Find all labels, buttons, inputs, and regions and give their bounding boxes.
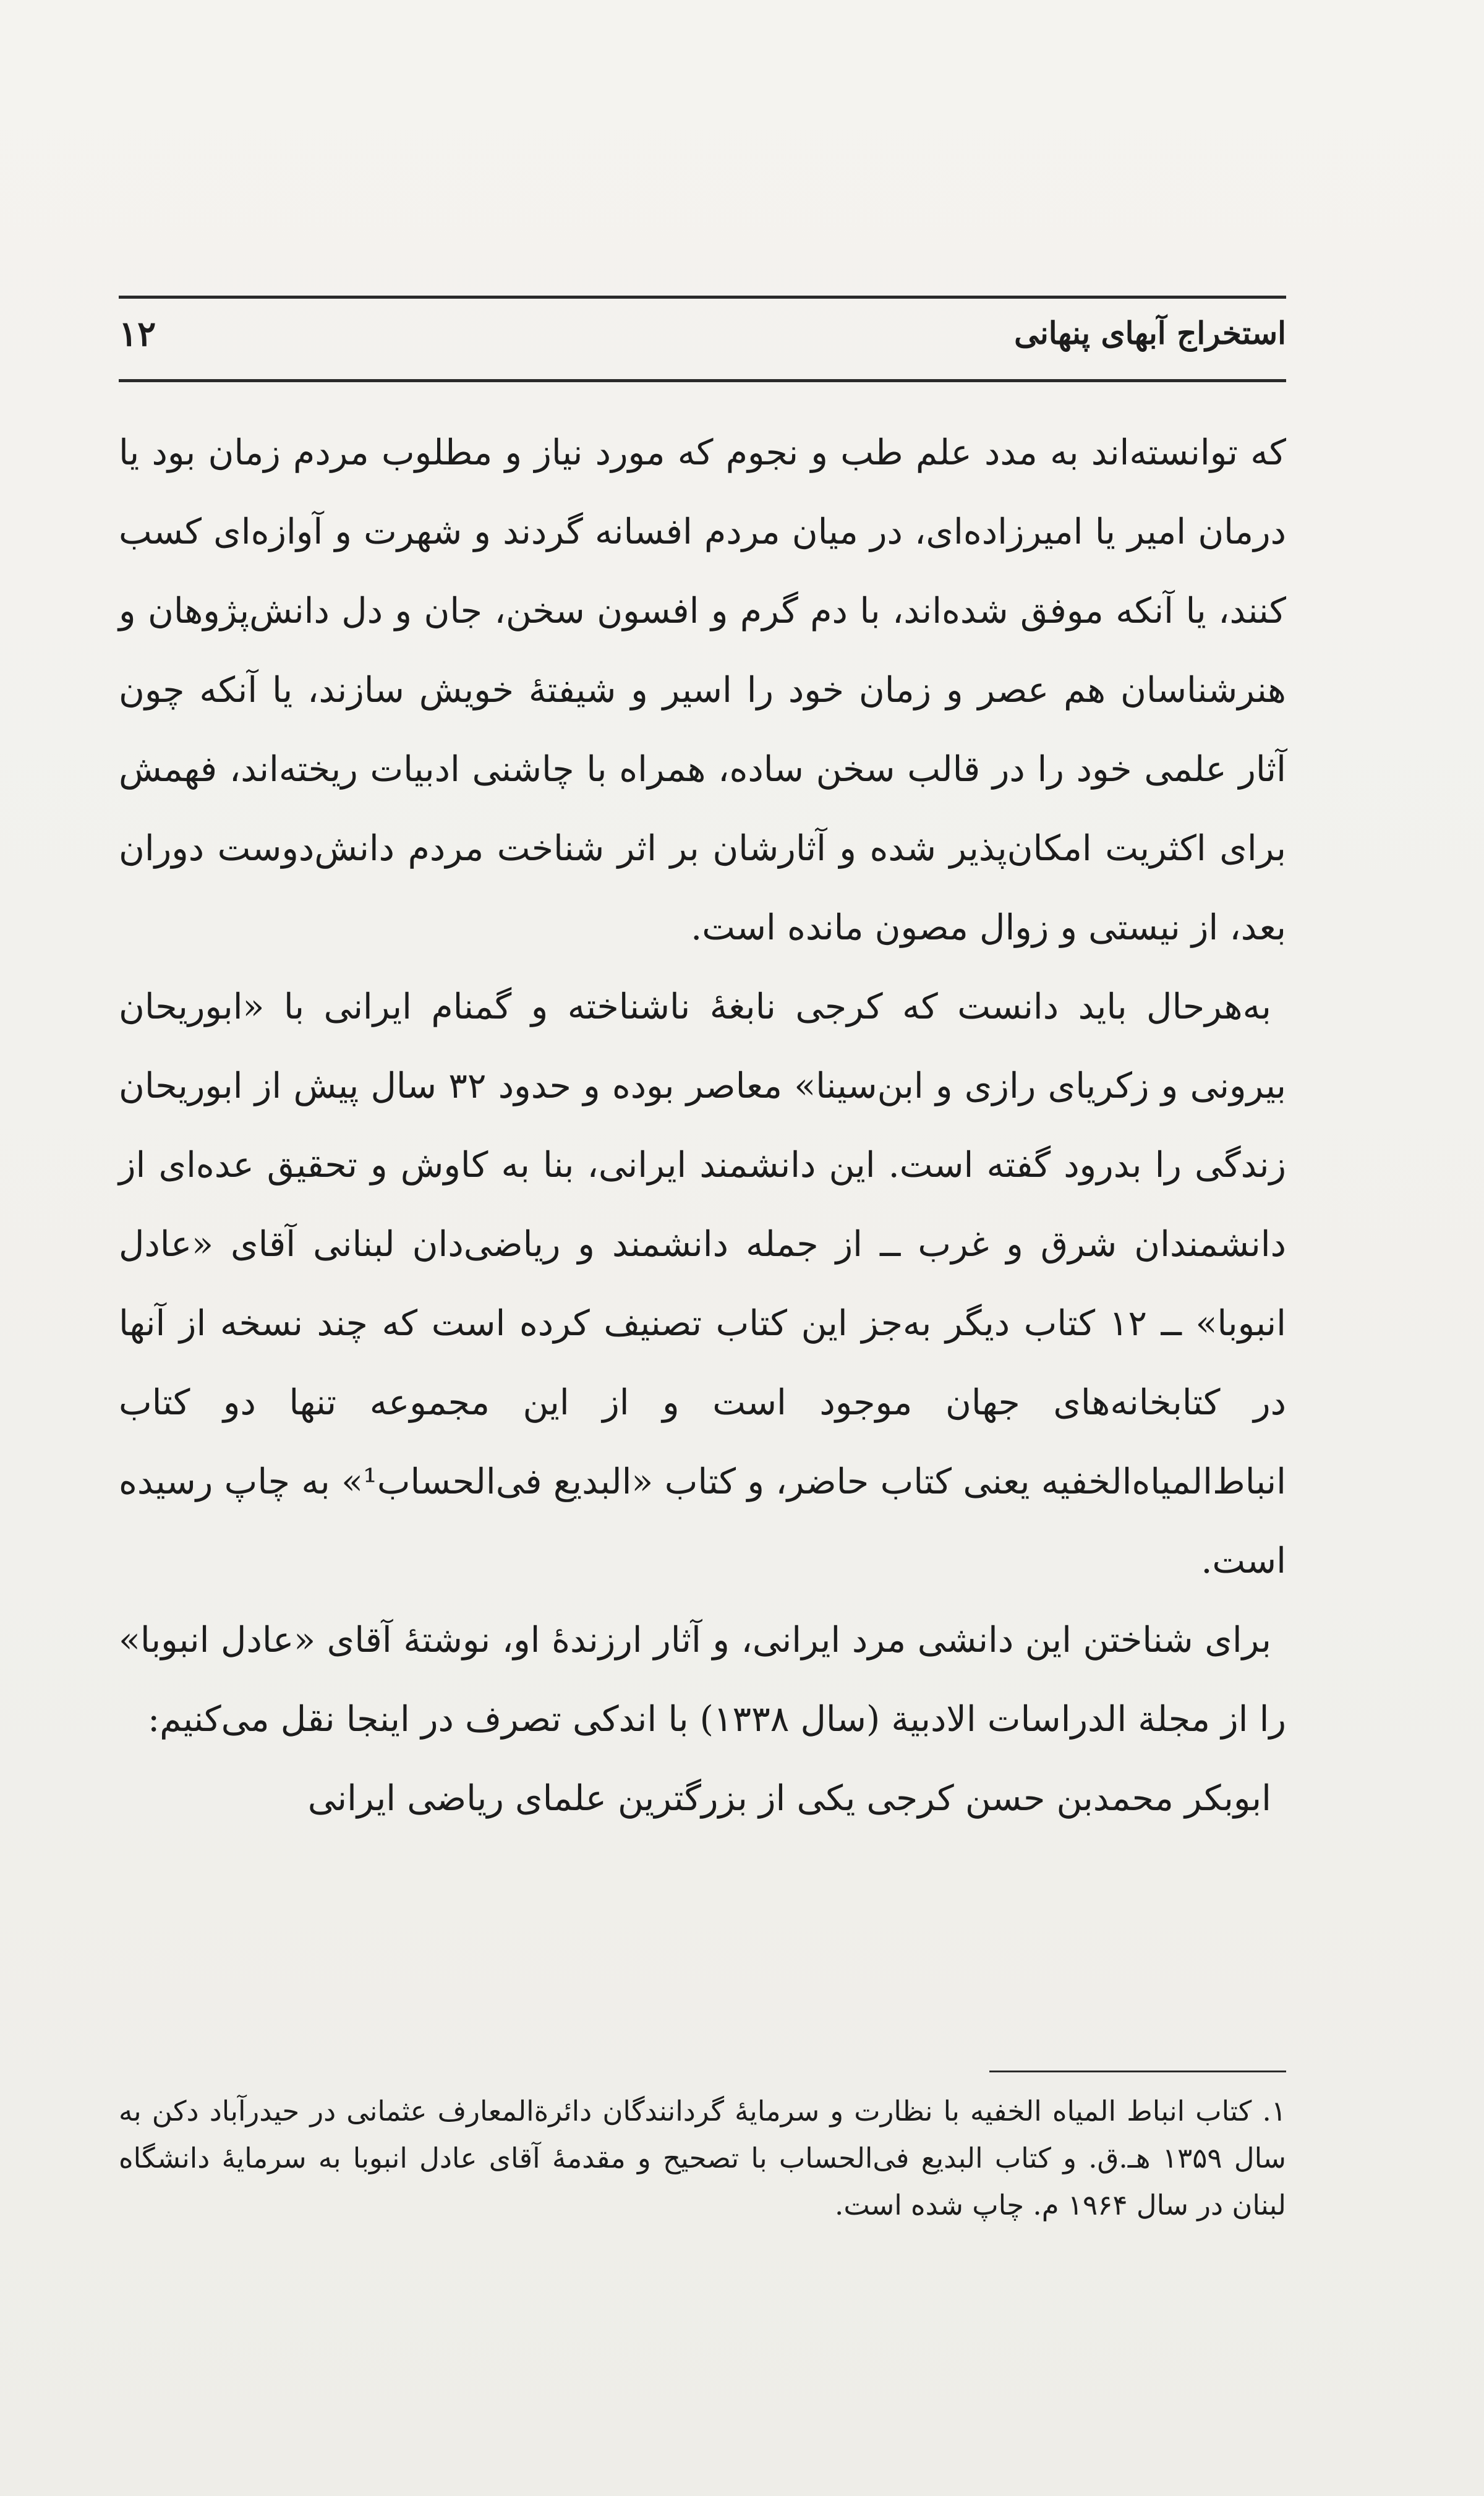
paragraph-4: ابوبکر محمدبن حسن کرجی یکی از بزرگترین علمای ریاضی ایرانی — [307, 1778, 1271, 1819]
page-number: ۱۲ — [119, 314, 156, 354]
running-header — [119, 296, 1286, 382]
footnote-divider — [989, 2071, 1286, 2072]
paragraph-3: برای شناختن این دانشی مرد ایرانی، و آثار ارزندهٔ او، نوشتهٔ آقای «عادل انبوبا» را از مجلة الدراسات الادبیة (سال ۱۳۳۸) با اندکی تصرف در اینجا نقل می‌کنیم: — [119, 1620, 1286, 1740]
body-text — [119, 413, 1286, 1838]
paragraph-1: که توانسته‌اند به مدد علم طب و نجوم که مورد نیاز و مطلوب مردم زمان بود یا درمان امیر یا امیرزاده‌ای، در میان مردم افسانه گردند و شهرت و آوازه‌ای کسب کنند، یا آنکه موفق شده‌اند، با دم گرم و افسون سخن، جان و دل دانش‌پژوهان و هنرشناسان هم عصر و زمان خود را اسیر و شیفتهٔ خویش سازند، یا آنکه چون آثار علمی خود را در قالب سخن ساده، همراه با چاشنی ادبیات ریخته‌اند، فهمش برای اکثریت امکان‌پذیر شده و آثارشان بر اثر شناخت مردم دانش‌دوست دوران بعد، از نیستی و زوال مصون مانده است. — [119, 432, 1286, 948]
chapter-title: استخراج آبهای پنهانی — [1014, 315, 1286, 351]
paragraph-2: به‌هرحال باید دانست که کرجی نابغهٔ ناشناخته و گمنام ایرانی با «ابوریحان بیرونی و زکریای رازی و ابن‌سینا» معاصر بوده و حدود ۳۲ سال پیش از ابوریحان زندگی را بدرود گفته است. این دانشمند ایرانی، بنا به کاوش و تحقیق عده‌ای از دانشمندان شرق و غرب ــ از جمله دانشمند و ریاضی‌دان لبنانی آقای «عادل انبوبا» ــ ۱۲ کتاب دیگر به‌جز این کتاب تصنیف کرده است که چند نسخه از آنها در کتابخانه‌های جهان موجود است و از این مجموعه تنها دو کتاب انباط‌المیاه‌الخفیه یعنی کتاب حاضر، و کتاب «البدیع فی‌الحساب¹» به چاپ رسیده است. — [119, 986, 1287, 1581]
footnote: ۱. کتاب انباط المیاه الخفیه با نظارت و سرمایهٔ گردانندگان دائرةالمعارف عثمانی در حیدرآباد دکن به سال ۱۳۵۹ هـ.ق. و کتاب البدیع فی‌الحساب با تصحیح و مقدمهٔ آقای عادل انبوبا به سرمایهٔ دانشگاه لبنان در سال ۱۹۶۴ م. چاپ شده است. — [119, 2095, 1286, 2221]
